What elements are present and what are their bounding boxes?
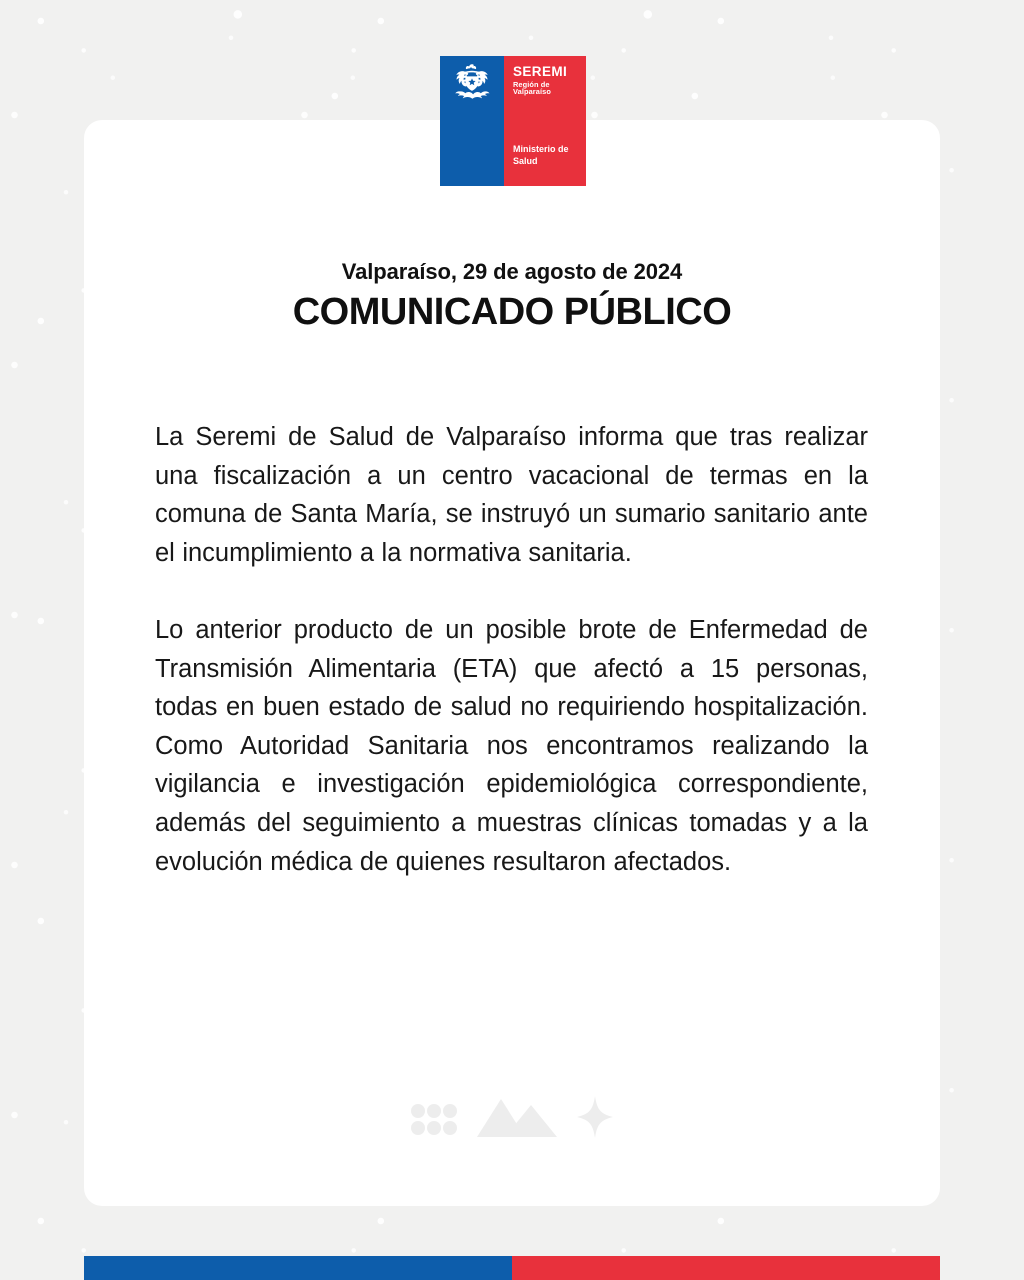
paragraph: La Seremi de Salud de Valparaíso informa que tras realizar una fiscalización a un centro vacacional de termas en la comuna de Santa María, se instruyó un sumario sanitario ante el incumplimiento a la normativa sanitaria. (155, 423, 868, 567)
dot (427, 1121, 441, 1135)
decorative-ornament (0, 1096, 1024, 1143)
chile-coat-of-arms-icon (449, 63, 495, 110)
date-line: Valparaíso, 29 de agosto de 2024 (341, 259, 683, 284)
logo-ministry-text (513, 144, 569, 168)
logo-blue-panel (440, 56, 504, 186)
body-copy (155, 418, 868, 881)
dot (427, 1104, 441, 1118)
page-title: COMUNICADO PÚBLICO (292, 291, 732, 333)
dot (443, 1104, 457, 1118)
footer-color-bar (84, 1256, 940, 1280)
logo-seremi-text: SEREMI (513, 64, 568, 79)
logo-region-text: Región de Valparaíso (513, 80, 551, 97)
paragraph: Lo anterior producto de un posible brote de Enfermedad de Transmisión Alimentaria (ETA) que afectó a 15 personas, todas en buen estado de salud no requiriendo hospitalización. Como Autoridad Sanitaria nos encontramos realizando la vigilancia e investigación epidemiológica correspondiente, además del seguimiento a muestras clínicas tomadas y a la evolución médica de quienes resultaron afectados. (155, 615, 868, 876)
logo-red-panel (504, 56, 586, 186)
logo-ministry-line2: Salud (513, 156, 538, 167)
footer-red-segment (512, 1256, 940, 1280)
four-point-star-icon (577, 1096, 613, 1143)
logo-ministry-line1: Ministerio de (513, 144, 569, 155)
seremi-minsal-logo (440, 56, 586, 186)
dot-grid-icon (411, 1104, 457, 1135)
mountains-icon (475, 1097, 559, 1142)
dot (443, 1121, 457, 1135)
dot (411, 1121, 425, 1135)
footer-blue-segment (84, 1256, 512, 1280)
dot (411, 1104, 425, 1118)
